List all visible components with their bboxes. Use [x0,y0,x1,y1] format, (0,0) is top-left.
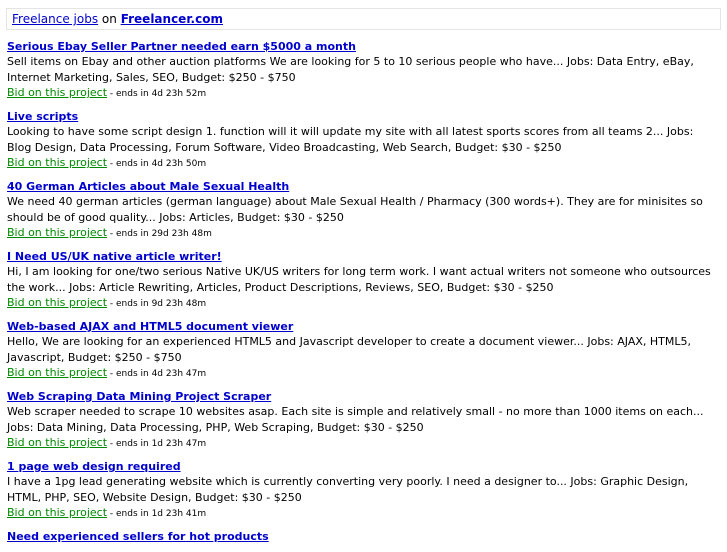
bid-on-project-link[interactable]: Bid on this project [7,226,108,239]
job-title-link[interactable]: I Need US/UK native article writer! [7,250,222,263]
job-item [0,460,727,521]
job-item [0,110,727,171]
job-ends-time: - ends in 1d 23h 41m [107,509,207,519]
job-footer [7,86,721,101]
job-description: Hi, I am looking for one/two serious Native UK/US writers for long term work. I want actual writers not someone who outsources the work... Jobs: Article Rewriting, Articles, Product Descriptions, Reviews, SEO, Budget: $30 - $250 [7,265,711,294]
job-description: I have a 1pg lead generating website which is currently converting very poorly. I need a designer to... Jobs: Graphic Design, HTML, PHP, SEO, Website Design, Budget: $30 - $250 [7,475,689,504]
bid-on-project-link[interactable]: Bid on this project [7,156,108,169]
on-text: on [98,12,121,26]
job-footer [7,156,721,171]
job-footer [7,296,721,311]
job-item [0,530,727,543]
job-ends-time: - ends in 1d 23h 47m [107,439,207,449]
job-description: Looking to have some script design 1. function will it will update my site with all latest sports scores from all teams 2... Jobs: Blog Design, Data Processing, Forum Software, Video Broadcasting, Web Search, Budget: $30 - $250 [7,125,694,154]
source-line [12,12,223,26]
bid-on-project-link[interactable]: Bid on this project [7,296,108,309]
job-title-link[interactable]: Live scripts [7,110,79,123]
bid-on-project-link[interactable]: Bid on this project [7,506,108,519]
bid-on-project-link[interactable]: Bid on this project [7,366,108,379]
source-header [6,8,721,30]
job-ends-time: - ends in 9d 23h 48m [107,299,207,309]
job-footer [7,226,721,241]
job-item [0,180,727,241]
job-item [0,390,727,451]
job-title-link[interactable]: 40 German Articles about Male Sexual Health [7,180,290,193]
job-description: We need 40 german articles (german language) about Male Sexual Health / Pharmacy (300 words+). They are for minisites so should be of good quality... Jobs: Articles, Budget: $30 - $250 [7,195,703,224]
job-ends-time: - ends in 29d 23h 48m [107,229,212,239]
job-description: Sell items on Ebay and other auction platforms We are looking for 5 to 10 serious people who have... Jobs: Data Entry, eBay, Internet Marketing, Sales, SEO, Budget: $250 - $750 [7,55,694,84]
job-title-link[interactable]: Serious Ebay Seller Partner needed earn $5000 a month [7,40,356,53]
job-ends-time: - ends in 4d 23h 47m [107,369,207,379]
freelancer-site-link[interactable]: Freelancer.com [120,12,223,26]
job-footer [7,366,721,381]
job-footer [7,436,721,451]
job-description: Hello, We are looking for an experienced HTML5 and Javascript developer to create a document viewer... Jobs: AJAX, HTML5, Javascript, Budget: $250 - $750 [7,335,691,364]
bid-on-project-link[interactable]: Bid on this project [7,86,108,99]
job-item [0,320,727,381]
job-footer [7,506,721,521]
job-item [0,250,727,311]
job-description: Web scraper needed to scrape 10 websites asap. Each site is simple and relatively small - no more than 1000 items on each... Jobs: Data Mining, Data Processing, PHP, Web Scraping, Budget: $30 - $250 [7,405,704,434]
job-title-link[interactable]: Need experienced sellers for hot products [7,530,269,543]
job-ends-time: - ends in 4d 23h 50m [107,159,207,169]
job-listing [0,40,727,552]
job-title-link[interactable]: 1 page web design required [7,460,181,473]
job-item [0,40,727,101]
job-ends-time: - ends in 4d 23h 52m [107,89,207,99]
freelance-jobs-link[interactable]: Freelance jobs [12,12,99,26]
job-title-link[interactable]: Web Scraping Data Mining Project Scraper [7,390,272,403]
job-title-link[interactable]: Web-based AJAX and HTML5 document viewer [7,320,294,333]
bid-on-project-link[interactable]: Bid on this project [7,436,108,449]
